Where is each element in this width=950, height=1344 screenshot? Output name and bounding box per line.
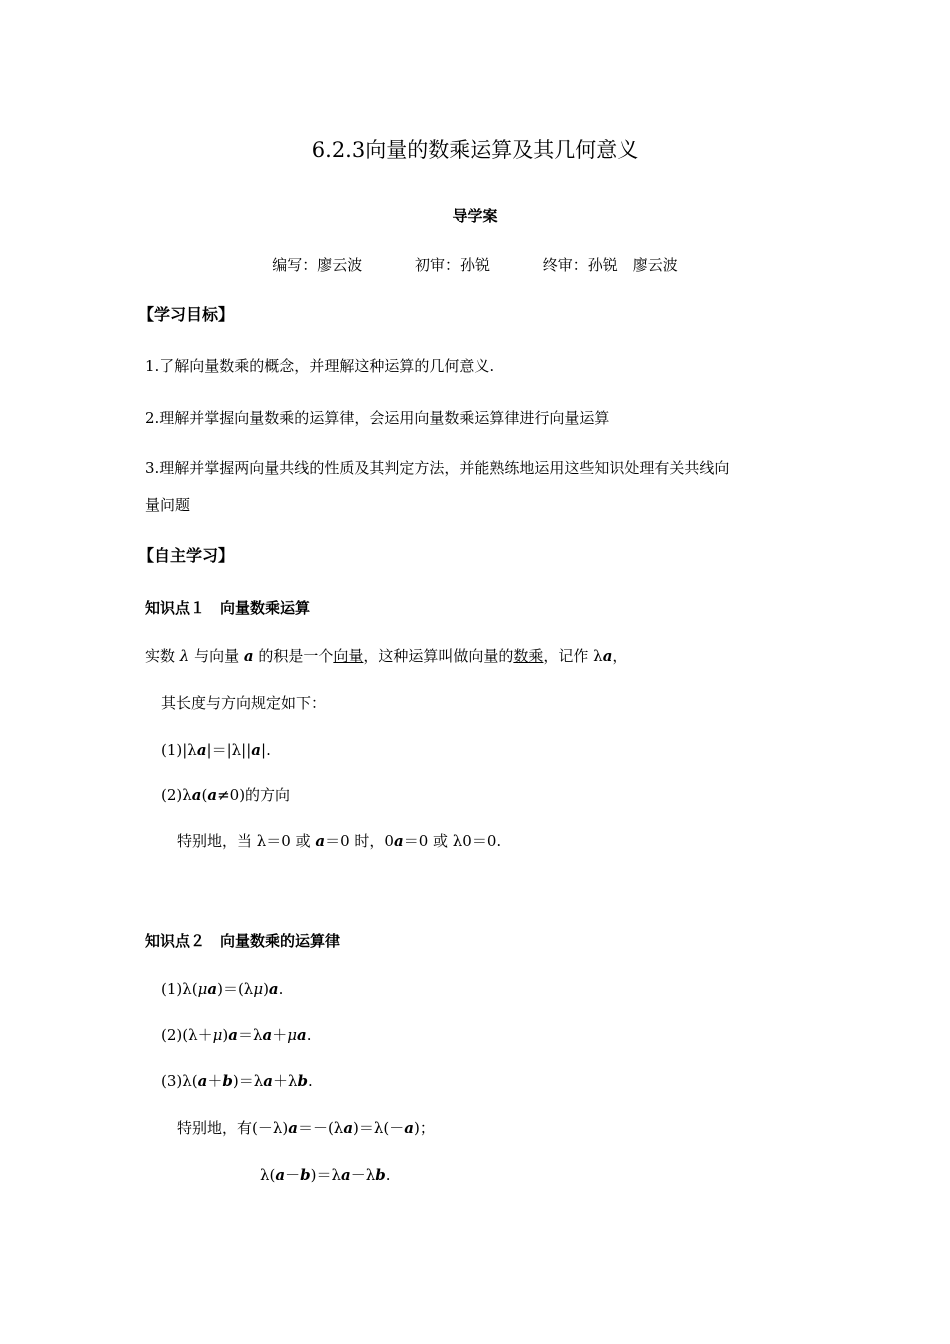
section-heading-goals: 【学习目标】 bbox=[138, 305, 235, 324]
law-special-difference: λ(a－b)＝λa－λb. bbox=[260, 1166, 391, 1184]
authors-line bbox=[0, 255, 950, 275]
writer: 编写：廖云波 bbox=[272, 256, 363, 274]
first-reviewer: 初审：孙锐 bbox=[414, 256, 490, 274]
goal-item-2: 2.理解并掌握向量数乘的运算律，会运用向量数乘运算律进行向量运算 bbox=[145, 409, 610, 427]
law-distributive-scalar: (2)(λ＋μ)a＝λa＋μa. bbox=[161, 1026, 312, 1044]
section-heading-self-study: 【自主学习】 bbox=[138, 546, 235, 565]
rule-direction: (2)λa(a≠0)的方向 bbox=[161, 786, 291, 804]
document-subtitle: 导学案 bbox=[452, 207, 498, 225]
goal-item-3: 3.理解并掌握两向量共线的性质及其判定方法，并能熟练地运用这些知识处理有关共线向 bbox=[145, 459, 730, 477]
special-case: 特别地，当 λ＝0 或 a＝0 时，0a＝0 或 λ0＝0. bbox=[177, 832, 502, 850]
law-distributive-vector: (3)λ(a＋b)＝λa＋λb. bbox=[161, 1072, 313, 1090]
law-associative: (1)λ(μa)＝(λμ)a. bbox=[161, 980, 284, 998]
final-reviewer: 终审：孙锐 廖云波 bbox=[542, 256, 678, 274]
document-title: 6.2.3向量的数乘运算及其几何意义 bbox=[311, 138, 639, 162]
knowledge-point-2-title: 知识点２ 向量数乘的运算律 bbox=[145, 932, 341, 950]
knowledge-point-1-title: 知识点１ 向量数乘运算 bbox=[145, 599, 311, 617]
goal-item-1: 1.了解向量数乘的概念，并理解这种运算的几何意义. bbox=[145, 357, 495, 375]
definition-line: 实数 λ 与向量 a 的积是一个向量，这种运算叫做向量的数乘，记作 λa， bbox=[145, 647, 628, 665]
law-special-negation: 特别地，有(－λ)a＝－(λa)＝λ(－a)； bbox=[177, 1119, 435, 1137]
rule-intro: 其长度与方向规定如下： bbox=[161, 694, 327, 712]
goal-item-3-cont: 量问题 bbox=[145, 496, 191, 514]
rule-length: (1)|λa|＝|λ||a|. bbox=[161, 741, 271, 759]
